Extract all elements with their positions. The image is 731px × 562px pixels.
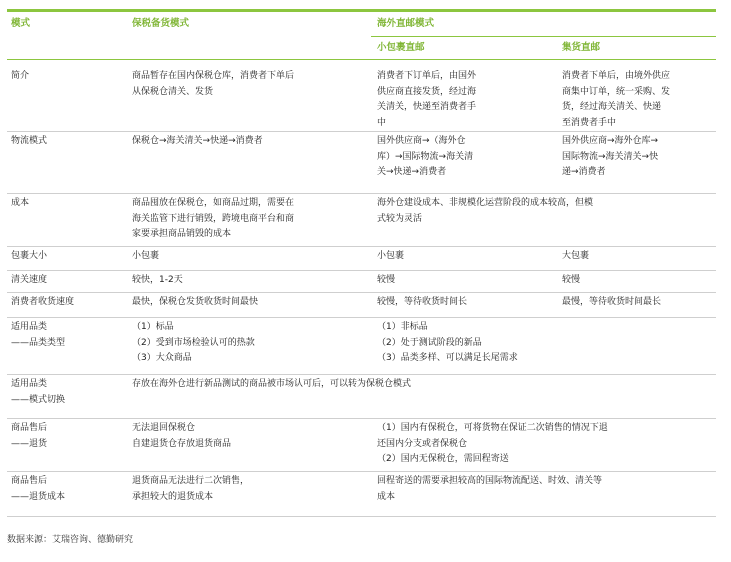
cell-line: 库）→国际物流→海关清 — [377, 151, 474, 162]
cell-line: 消费者收货速度 — [11, 297, 75, 307]
bonded-cell — [132, 320, 255, 367]
row-divider — [7, 193, 716, 194]
row-label — [11, 134, 47, 150]
cell-line: 保税仓→海关清关→快递→消费者 — [132, 136, 263, 146]
cell-line: 小包裹 — [132, 251, 160, 261]
bonded-cell — [132, 196, 294, 243]
bulk-cell — [562, 69, 670, 131]
cell-line: 海关监管下进行销毁，跨境电商平台和商 — [132, 213, 295, 224]
small-parcel-cell — [377, 69, 476, 131]
bonded-cell — [132, 474, 249, 505]
cell-line: （1）非标品 — [377, 322, 428, 332]
row-label — [11, 295, 74, 311]
overseas-cell — [377, 320, 518, 367]
row-label — [11, 421, 47, 452]
cell-line: 清关速度 — [11, 275, 48, 285]
small-parcel-cell — [377, 295, 467, 311]
bulk-cell — [562, 134, 658, 181]
small-parcel-cell — [377, 273, 395, 289]
cell-line: ——品类类型 — [11, 337, 66, 348]
cell-line: 较慢，等待收货时间长 — [377, 297, 468, 307]
cell-line: 货，经过海关清关、快递 — [562, 102, 662, 112]
cell-line: （3）品类多样、可以满足长尾需求 — [377, 353, 518, 363]
row-label — [11, 196, 29, 212]
comparison-table — [7, 9, 716, 545]
cell-line: 物流模式 — [11, 136, 48, 146]
cell-line: 承担较大的退货成本 — [132, 491, 214, 502]
cell-line: 关→快递→消费者 — [377, 167, 447, 177]
row-label — [11, 273, 47, 289]
cell-line: 商品售后 — [11, 423, 48, 433]
cell-line: 至消费者手中 — [562, 117, 617, 128]
cell-line: 国际物流→海关清关→快 — [562, 151, 659, 162]
cell-line: 回程寄送的需要承担较高的国际物流配送、时效、清关等 — [377, 476, 603, 486]
header-mode: 模式 — [11, 18, 31, 29]
header-bottom-rule — [7, 59, 716, 60]
cell-line: 海外仓建设成本、非规模化运营阶段的成本较高，但模 — [377, 198, 594, 208]
cell-line: 商品售后 — [11, 476, 48, 486]
cell-line: （1）标品 — [132, 322, 174, 332]
cell-line: 家要承担商品销毁的成本 — [132, 229, 232, 239]
bulk-cell — [562, 249, 589, 265]
cell-line: 商品囤放在保税仓，如商品过期，需要在 — [132, 198, 295, 208]
row-divider — [7, 374, 716, 375]
cell-line: 较快，1-2天 — [132, 275, 183, 285]
cell-line: 关清关，快递至消费者手 — [377, 102, 477, 112]
row-divider — [7, 270, 716, 271]
cell-line: （2）国内无保税仓，需回程寄送 — [377, 454, 509, 464]
cell-line: 最慢，等待收货时间最长 — [562, 297, 662, 307]
cell-line: 较慢 — [562, 275, 581, 285]
bonded-cell — [132, 421, 231, 452]
row-divider — [7, 516, 716, 517]
row-divider — [7, 131, 716, 132]
cell-line: 小包裹 — [377, 251, 405, 261]
row-divider — [7, 471, 716, 472]
cell-line: 商品暂存在国内保税仓库，消费者下单后 — [132, 71, 295, 81]
bulk-cell — [562, 295, 661, 311]
row-divider — [7, 292, 716, 293]
header-overseas: 海外直邮模式 — [377, 18, 435, 29]
cell-line: （1）国内有保税仓，可将货物在保证二次销售的情况下退 — [377, 423, 608, 433]
header-sub-rule — [371, 36, 716, 37]
header-bulk: 集货直邮 — [562, 42, 601, 53]
cell-line: 成本 — [11, 198, 30, 208]
cell-line: 无法退回保税仓 — [132, 423, 196, 433]
cell-line: （2）受到市场检验认可的热款 — [132, 337, 255, 348]
cell-line: 中 — [377, 117, 387, 128]
cell-line: 商集中订单，统一采购、发 — [562, 86, 671, 97]
cell-line: ——模式切换 — [11, 394, 66, 405]
overseas-cell — [377, 196, 593, 227]
table-grid — [7, 12, 716, 522]
cell-line: 式较为灵活 — [377, 213, 423, 224]
row-label — [11, 474, 65, 505]
cell-line: 供应商直接发货，经过海 — [377, 86, 477, 97]
bonded-cell — [132, 295, 258, 311]
cell-line: 递→消费者 — [562, 167, 606, 177]
cell-line: 适用品类 — [11, 322, 48, 332]
cell-line: 退货商品无法进行二次销售， — [132, 476, 250, 486]
cell-line: 较慢 — [377, 275, 396, 285]
bonded-cell — [132, 249, 159, 265]
bonded-cell — [132, 69, 294, 100]
cell-line: 存放在海外仓进行新品测试的商品被市场认可后，可以转为保税仓模式 — [132, 379, 412, 389]
cell-line: 国外供应商→海外仓库→ — [562, 136, 659, 146]
row-label — [11, 249, 47, 265]
row-divider — [7, 246, 716, 247]
cell-line: ——退货成本 — [11, 491, 66, 502]
cell-line: 还国内分支或者保税仓 — [377, 438, 468, 449]
bonded-cell — [132, 273, 183, 289]
cell-line: 消费者下单后，由境外供应 — [562, 71, 671, 81]
cell-line: 自建退货仓存放退货商品 — [132, 438, 232, 449]
cell-line: 消费者下订单后，由国外 — [377, 71, 477, 81]
row-label — [11, 69, 29, 85]
header-small-parcel: 小包裹直邮 — [377, 42, 425, 53]
cell-line: （3）大众商品 — [132, 353, 192, 363]
cell-line: 成本 — [377, 491, 396, 502]
bonded-cell — [132, 134, 263, 150]
cell-line: （2）处于测试阶段的新品 — [377, 337, 482, 348]
row-label — [11, 320, 65, 351]
cell-line: 适用品类 — [11, 379, 48, 389]
small-parcel-cell — [377, 134, 473, 181]
small-parcel-cell — [377, 249, 404, 265]
data-source-note: 数据来源：艾瑞咨询、德勤研究 — [7, 535, 134, 545]
span-cell — [132, 377, 411, 393]
cell-line: 从保税仓清关、发货 — [132, 86, 214, 97]
cell-line: 大包裹 — [562, 251, 590, 261]
cell-line: 简介 — [11, 71, 30, 81]
cell-line: 国外供应商→（海外仓 — [377, 136, 466, 146]
row-divider — [7, 418, 716, 419]
overseas-cell — [377, 474, 602, 505]
cell-line: 包裹大小 — [11, 251, 48, 261]
bulk-cell — [562, 273, 580, 289]
header-bonded: 保税备货模式 — [132, 18, 190, 29]
row-divider — [7, 317, 716, 318]
row-label — [11, 377, 65, 408]
cell-line: ——退货 — [11, 438, 48, 449]
cell-line: 最快，保税仓发货收货时间最快 — [132, 297, 259, 307]
overseas-cell — [377, 421, 608, 468]
